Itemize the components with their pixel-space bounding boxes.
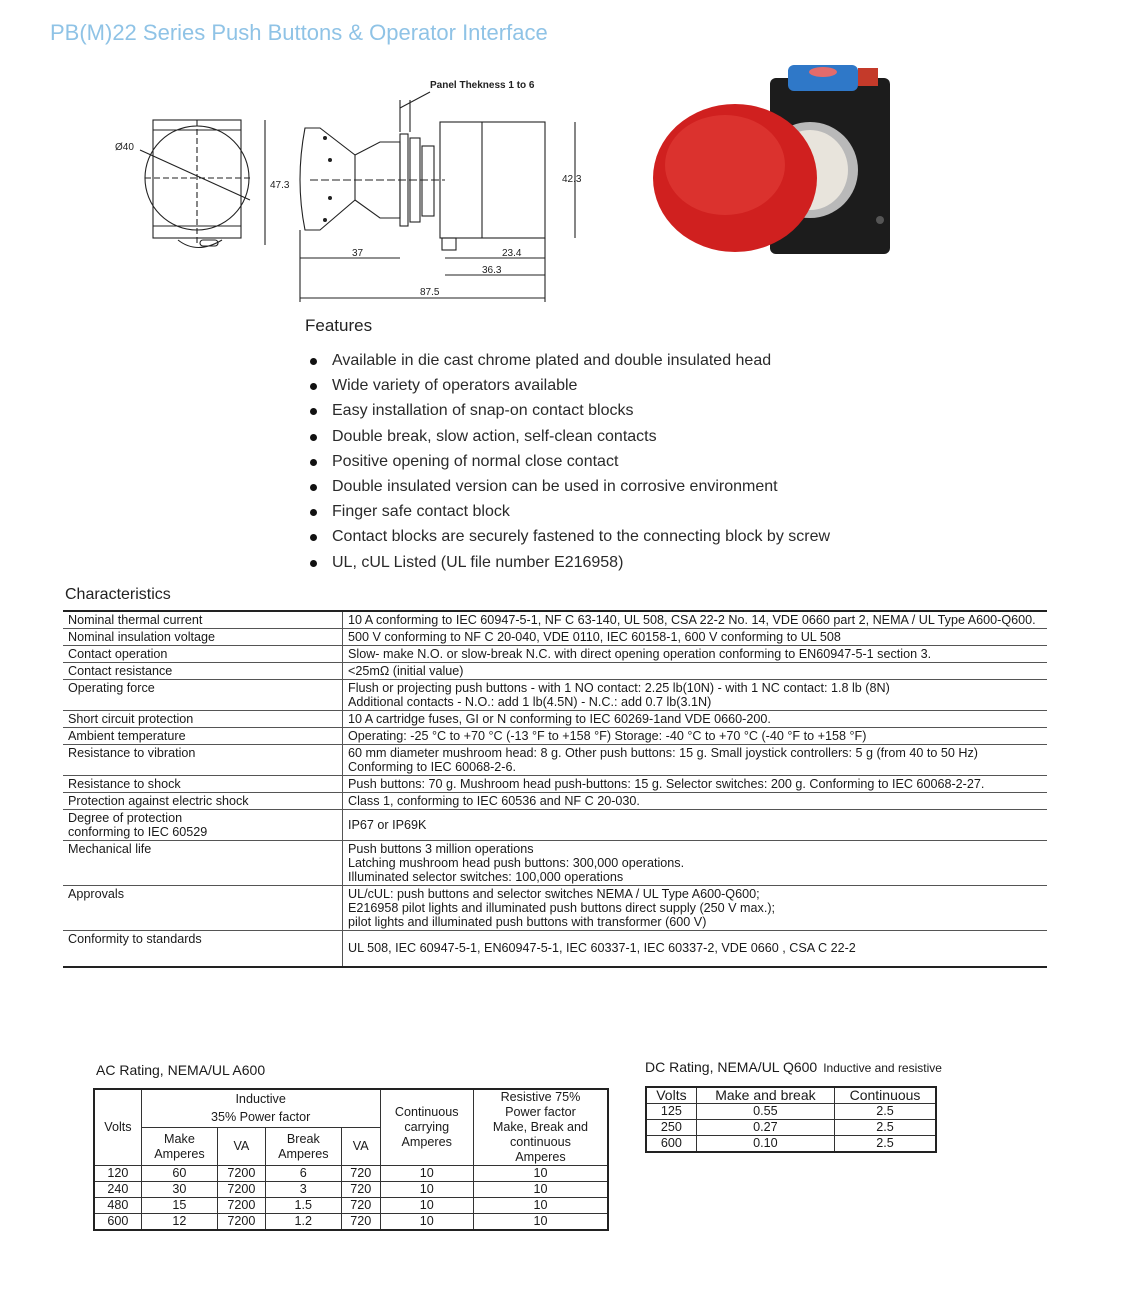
row-value: Flush or projecting push buttons - with 1 NO contact: 2.25 lb(10N) - with 1 NC contact: 1.8 lb (8N) Additional contacts - N.O.: add 1 lb(4.5N) - N.C.: add 0.7 lb(3.1N) bbox=[343, 680, 1048, 711]
table-row bbox=[63, 931, 1047, 967]
make-amperes-header: Make Amperes bbox=[141, 1128, 217, 1166]
feature-item: Wide variety of operators available bbox=[306, 375, 830, 400]
cell: 10 bbox=[473, 1198, 608, 1214]
cell: 600 bbox=[94, 1214, 141, 1231]
dc-rating-title: DC Rating, NEMA/UL Q600 bbox=[645, 1059, 818, 1075]
row-value: 10 A conforming to IEC 60947-5-1, NF C 63-140, UL 508, CSA 22-2 No. 14, VDE 0660 part 2, NEMA / UL Type A600-Q600. bbox=[343, 611, 1048, 629]
cell: 7200 bbox=[218, 1198, 266, 1214]
cell: 0.10 bbox=[696, 1136, 834, 1153]
dim-363-label: 36.3 bbox=[482, 265, 502, 276]
feature-item: Easy installation of snap-on contact blocks bbox=[306, 400, 830, 425]
feature-item: Finger safe contact block bbox=[306, 501, 830, 526]
table-row bbox=[63, 886, 1047, 931]
cell: 3 bbox=[265, 1182, 341, 1198]
row-label: Approvals bbox=[63, 886, 343, 931]
row-value: UL/cUL: push buttons and selector switches NEMA / UL Type A600-Q600; E216958 pilot lights and illuminated push buttons direct supply (250 V max.); pilot lights and illuminated push buttons with transformer (600 V) bbox=[343, 886, 1048, 931]
table-row bbox=[63, 793, 1047, 810]
cell: 15 bbox=[141, 1198, 217, 1214]
feature-item: Double insulated version can be used in corrosive environment bbox=[306, 476, 830, 501]
resistive-header: Resistive 75% Power factor Make, Break and continuous Amperes bbox=[473, 1089, 608, 1166]
cell: 600 bbox=[646, 1136, 696, 1153]
volts-header: Volts bbox=[94, 1089, 141, 1166]
dc-rating-note: Inductive and resistive bbox=[823, 1061, 942, 1075]
continuous-header: Continuous carrying Amperes bbox=[380, 1089, 473, 1166]
cell: 7200 bbox=[218, 1214, 266, 1231]
row-value: 60 mm diameter mushroom head: 8 g. Other push buttons: 15 g. Small joystick controllers: 5 g (from 40 to 50 Hz) Conforming to IEC 60068-2-6. bbox=[343, 745, 1048, 776]
row-value: 500 V conforming to NF C 20-040, VDE 0110, IEC 60158-1, 600 V conforming to UL 508 bbox=[343, 629, 1048, 646]
dc-make-header: Make and break bbox=[696, 1087, 834, 1104]
diameter-label: Ø40 bbox=[115, 142, 134, 153]
table-row bbox=[63, 728, 1047, 745]
cell: 10 bbox=[473, 1166, 608, 1182]
row-label: Mechanical life bbox=[63, 841, 343, 886]
table-row bbox=[63, 646, 1047, 663]
cell: 10 bbox=[473, 1214, 608, 1231]
cell: 480 bbox=[94, 1198, 141, 1214]
characteristics-table bbox=[63, 610, 1047, 968]
row-label: Contact operation bbox=[63, 646, 343, 663]
characteristics-heading: Characteristics bbox=[65, 586, 171, 603]
break-amperes-header: Break Amperes bbox=[265, 1128, 341, 1166]
mushroom-button-photo bbox=[640, 60, 920, 290]
row-value: UL 508, IEC 60947-5-1, EN60947-5-1, IEC 60337-1, IEC 60337-2, VDE 0660 , CSA C 22-2 bbox=[343, 931, 1048, 967]
feature-item: Double break, slow action, self-clean contacts bbox=[306, 426, 830, 451]
features-heading: Features bbox=[305, 316, 373, 335]
height2-label: 42.3 bbox=[562, 174, 582, 185]
row-value: Class 1, conforming to IEC 60536 and NF C 20-030. bbox=[343, 793, 1048, 810]
row-label: Operating force bbox=[63, 680, 343, 711]
cell: 10 bbox=[380, 1182, 473, 1198]
height-label: 47.3 bbox=[270, 180, 290, 191]
cell: 10 bbox=[473, 1182, 608, 1198]
table-row bbox=[63, 776, 1047, 793]
table-row bbox=[63, 745, 1047, 776]
cell: 2.5 bbox=[835, 1136, 936, 1153]
cell: 250 bbox=[646, 1120, 696, 1136]
cell: 10 bbox=[380, 1214, 473, 1231]
table-row bbox=[94, 1214, 608, 1231]
table-row bbox=[646, 1104, 936, 1120]
table-row bbox=[94, 1182, 608, 1198]
table-row bbox=[646, 1120, 936, 1136]
cell: 240 bbox=[94, 1182, 141, 1198]
cell: 0.27 bbox=[696, 1120, 834, 1136]
table-row bbox=[63, 711, 1047, 728]
table-row bbox=[63, 841, 1047, 886]
dc-volts-header: Volts bbox=[646, 1087, 696, 1104]
cell: 6 bbox=[265, 1166, 341, 1182]
va2-header: VA bbox=[341, 1128, 380, 1166]
cell: 1.5 bbox=[265, 1198, 341, 1214]
row-value: Slow- make N.O. or slow-break N.C. with direct opening operation conforming to EN60947-5-1 section 3. bbox=[343, 646, 1048, 663]
row-value: Operating: -25 °C to +70 °C (-13 °F to +158 °F) Storage: -40 °C to +70 °C (-40 °F to +158 °F) bbox=[343, 728, 1048, 745]
row-label: Protection against electric shock bbox=[63, 793, 343, 810]
power-factor-header: 35% Power factor bbox=[141, 1109, 380, 1128]
dim-37-label: 37 bbox=[352, 248, 364, 259]
row-value: 10 A cartridge fuses, GI or N conforming to IEC 60269-1and VDE 0660-200. bbox=[343, 711, 1048, 728]
row-label: Short circuit protection bbox=[63, 711, 343, 728]
feature-item: UL, cUL Listed (UL file number E216958) bbox=[306, 552, 830, 577]
row-value: Push buttons: 70 g. Mushroom head push-buttons: 15 g. Selector switches: 200 g. Conforming to IEC 60068-2-27. bbox=[343, 776, 1048, 793]
va-header: VA bbox=[218, 1128, 266, 1166]
cell: 720 bbox=[341, 1214, 380, 1231]
cell: 125 bbox=[646, 1104, 696, 1120]
table-row bbox=[63, 810, 1047, 841]
row-value: IP67 or IP69K bbox=[343, 810, 1048, 841]
row-label: Nominal insulation voltage bbox=[63, 629, 343, 646]
cell: 12 bbox=[141, 1214, 217, 1231]
cell: 1.2 bbox=[265, 1214, 341, 1231]
row-label: Nominal thermal current bbox=[63, 611, 343, 629]
cell: 2.5 bbox=[835, 1104, 936, 1120]
cell: 7200 bbox=[218, 1166, 266, 1182]
cell: 10 bbox=[380, 1198, 473, 1214]
dc-rating-table bbox=[645, 1086, 937, 1153]
table-header-row bbox=[94, 1089, 608, 1109]
table-row bbox=[94, 1166, 608, 1182]
table-row bbox=[63, 629, 1047, 646]
feature-item: Positive opening of normal close contact bbox=[306, 451, 830, 476]
cell: 720 bbox=[341, 1166, 380, 1182]
cell: 720 bbox=[341, 1198, 380, 1214]
feature-item: Available in die cast chrome plated and double insulated head bbox=[306, 350, 830, 375]
cell: 720 bbox=[341, 1182, 380, 1198]
table-row bbox=[646, 1136, 936, 1153]
cell: 60 bbox=[141, 1166, 217, 1182]
row-label: Resistance to shock bbox=[63, 776, 343, 793]
cell: 30 bbox=[141, 1182, 217, 1198]
table-row bbox=[94, 1198, 608, 1214]
cell: 10 bbox=[380, 1166, 473, 1182]
row-label: Degree of protection conforming to IEC 60529 bbox=[63, 810, 343, 841]
page-title: PB(M)22 Series Push Buttons & Operator Interface bbox=[50, 20, 548, 45]
table-row bbox=[63, 663, 1047, 680]
dc-rating-heading bbox=[645, 1059, 942, 1075]
dimension-drawing bbox=[100, 70, 600, 310]
inductive-header: Inductive bbox=[141, 1089, 380, 1109]
ac-rating-heading: AC Rating, NEMA/UL A600 bbox=[96, 1062, 266, 1078]
ac-rating-table bbox=[93, 1088, 609, 1231]
row-value: <25mΩ (initial value) bbox=[343, 663, 1048, 680]
row-label: Contact resistance bbox=[63, 663, 343, 680]
cell: 120 bbox=[94, 1166, 141, 1182]
table-header-row bbox=[646, 1087, 936, 1104]
dc-continuous-header: Continuous bbox=[835, 1087, 936, 1104]
row-label: Resistance to vibration bbox=[63, 745, 343, 776]
table-row bbox=[63, 680, 1047, 711]
dim-234-label: 23.4 bbox=[502, 248, 522, 259]
feature-item: Contact blocks are securely fastened to the connecting block by screw bbox=[306, 526, 830, 551]
cell: 0.55 bbox=[696, 1104, 834, 1120]
row-value: Push buttons 3 million operations Latching mushroom head push buttons: 300,000 operations. Illuminated selector switches: 100,000 operations bbox=[343, 841, 1048, 886]
row-label: Conformity to standards bbox=[63, 931, 343, 967]
dim-875-label: 87.5 bbox=[420, 287, 440, 298]
row-label: Ambient temperature bbox=[63, 728, 343, 745]
cell: 2.5 bbox=[835, 1120, 936, 1136]
table-row bbox=[63, 611, 1047, 629]
cell: 7200 bbox=[218, 1182, 266, 1198]
features-list bbox=[306, 350, 830, 577]
panel-thickness-label: Panel Thekness 1 to 6 bbox=[430, 80, 535, 91]
